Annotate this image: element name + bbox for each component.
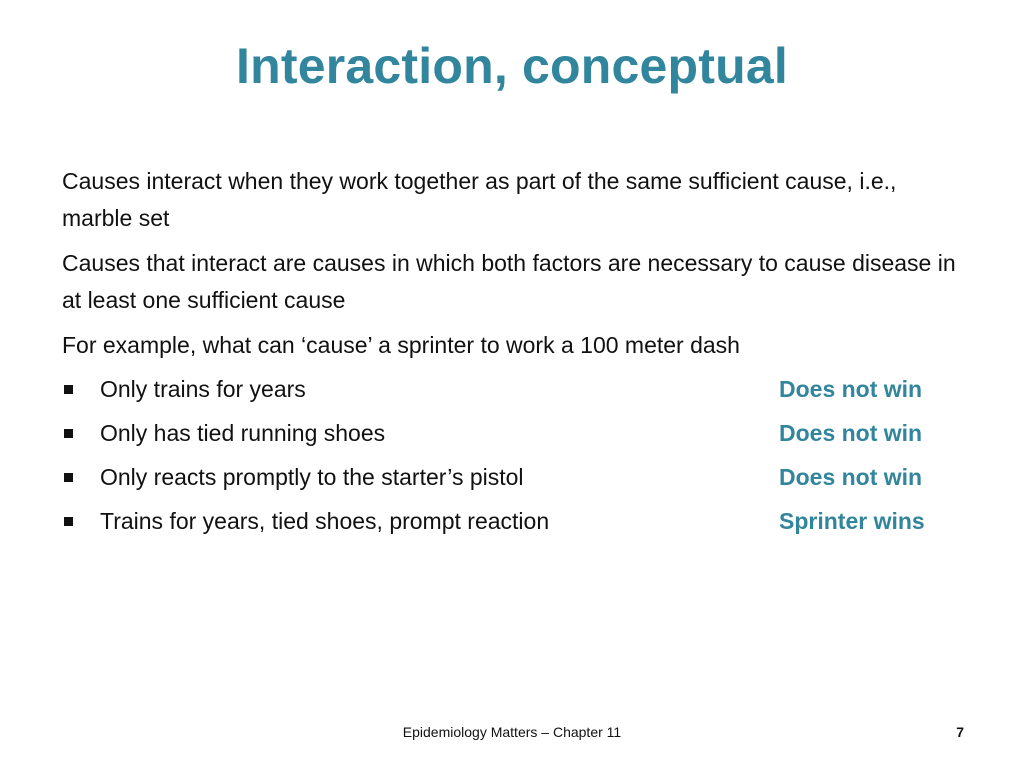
- bullet-text: Only trains for years: [100, 376, 306, 402]
- slide-footer: Epidemiology Matters – Chapter 11: [402, 724, 622, 740]
- bullet-result: Does not win: [779, 376, 923, 402]
- square-bullet-icon: [64, 517, 73, 526]
- square-bullet-icon: [64, 473, 73, 482]
- paragraph-sprinter-example: For example, what can ‘cause’ a sprinter to work a 100 meter dash: [62, 332, 740, 358]
- bullet-result: Does not win: [779, 420, 923, 446]
- square-bullet-icon: [64, 385, 73, 394]
- bullet-row: [62, 459, 942, 496]
- slide-number: 7: [956, 724, 964, 740]
- bullet-row: [62, 503, 942, 540]
- paragraph-interact-definition: Causes interact when they work together as part of the same sufficient cause, i.e., marble set: [62, 168, 897, 231]
- bullet-text: Only reacts promptly to the starter’s pistol: [100, 464, 524, 490]
- bullet-row: [62, 371, 942, 408]
- bullet-text: Trains for years, tied shoes, prompt reaction: [100, 508, 550, 534]
- bullet-row: [62, 415, 942, 452]
- bullet-result: Sprinter wins: [779, 508, 925, 534]
- paragraph-necessary-factors: Causes that interact are causes in which both factors are necessary to cause disease in at least one sufficient cause: [62, 250, 956, 313]
- square-bullet-icon: [64, 429, 73, 438]
- bullet-result: Does not win: [779, 464, 923, 490]
- bullet-text: Only has tied running shoes: [100, 420, 386, 446]
- slide-title: Interaction, conceptual: [236, 38, 788, 94]
